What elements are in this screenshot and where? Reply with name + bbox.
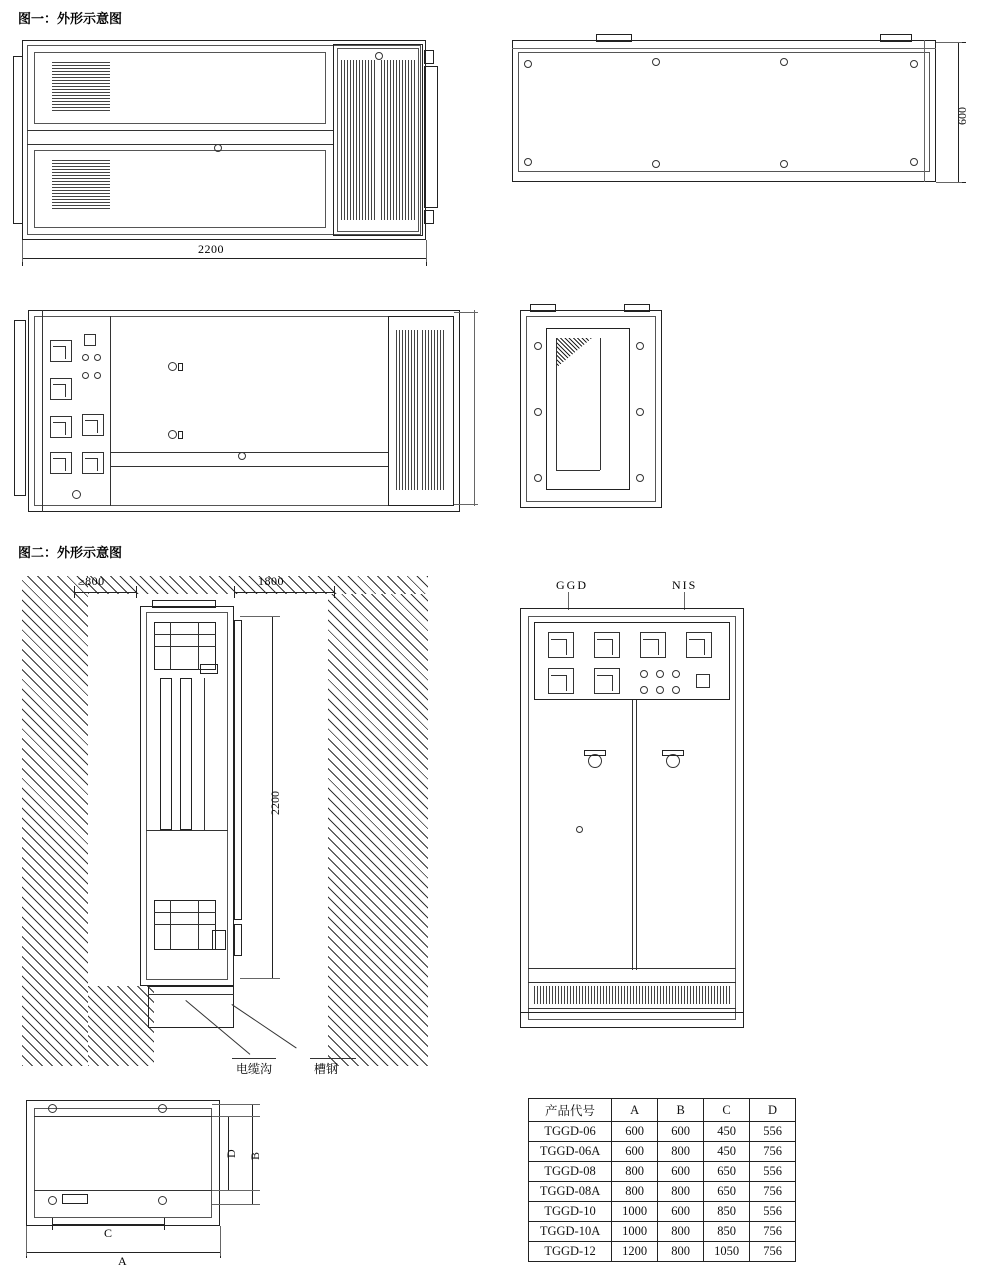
right-vent-a (396, 330, 418, 490)
elev-handle-right (666, 754, 680, 768)
cell-d: 756 (750, 1242, 796, 1262)
label-channel-steel: 槽钢 (314, 1062, 339, 1076)
dim-label-C: C (104, 1226, 113, 1240)
side-bolt-mr (636, 408, 644, 416)
cell-d: 756 (750, 1142, 796, 1162)
plan-bolt-bl (524, 158, 532, 166)
cell-code: TGGD-06A (529, 1142, 612, 1162)
top-equipment-tab (200, 664, 218, 674)
right-louver-vent-a (341, 60, 377, 220)
plan-bolt-tr (910, 60, 918, 68)
cell-code: TGGD-12 (529, 1242, 612, 1262)
dim-label-height-2200: 2200 (268, 791, 282, 815)
meter-1 (50, 340, 72, 362)
cell-d: 756 (750, 1222, 796, 1242)
dim-label-600-depth: 600 (955, 107, 969, 125)
cell-b: 800 (658, 1142, 704, 1162)
elev-handle-right-plate (662, 750, 684, 756)
elev-meter-4 (686, 632, 712, 658)
front-fastener (72, 490, 81, 499)
base-slot (62, 1194, 88, 1204)
cell-a: 1200 (612, 1242, 658, 1262)
base-channel-steel (148, 986, 234, 1028)
dim-label-B: B (248, 1151, 262, 1160)
plan-bolt-br (910, 158, 918, 166)
door-edge-strip (234, 620, 242, 920)
pilot-lamp-1 (82, 354, 89, 361)
door-edge-strip-lower (234, 924, 242, 956)
handle-1 (168, 362, 177, 371)
bottom-equipment-block (154, 900, 216, 950)
cell-code: TGGD-08A (529, 1182, 612, 1202)
cell-d: 556 (750, 1162, 796, 1182)
cell-a: 800 (612, 1162, 658, 1182)
wall-hatch-bottom-left (88, 986, 154, 1066)
spec-header-c: C (704, 1099, 750, 1122)
meter-6 (82, 452, 104, 474)
base-hole-bl (48, 1196, 57, 1205)
elev-lock (576, 826, 583, 833)
dim-label-aisle-1800: 1800 (258, 574, 284, 588)
meter-4 (50, 452, 72, 474)
cabinet-plan-top-cap (152, 600, 216, 608)
bottom-louver (534, 986, 730, 1004)
table-row (529, 1202, 796, 1222)
figure-2-caption: 图二：外形示意图 (18, 546, 123, 561)
cell-c: 450 (704, 1122, 750, 1142)
table-row (529, 1242, 796, 1262)
table-row (529, 1222, 796, 1242)
plan-top-notch-a (596, 34, 632, 42)
cell-a: 1000 (612, 1222, 658, 1242)
elev-selector-switch (696, 674, 710, 688)
wall-hatch-right (328, 594, 428, 1066)
indicator-square (84, 334, 96, 346)
dim-label-A: A (118, 1254, 128, 1268)
elev-meter-1 (548, 632, 574, 658)
upper-door-vent (52, 62, 110, 112)
cell-b: 600 (658, 1122, 704, 1142)
elev-lamp-4 (640, 686, 648, 694)
handle-1-latch (178, 363, 183, 371)
plan-top-notch-b (880, 34, 912, 42)
cell-c: 650 (704, 1182, 750, 1202)
spec-header-code: 产品代号 (529, 1099, 612, 1122)
dim-label-D: D (224, 1149, 238, 1158)
label-cable-trench: 电缆沟 (236, 1062, 273, 1076)
plan-bolt-bm1 (652, 160, 660, 168)
label-panel-left-mark: GGD (556, 578, 588, 592)
elev-meter-5 (548, 668, 574, 694)
side-bolt-tl (534, 342, 542, 350)
wall-hatch-left (22, 576, 88, 1066)
cell-d: 756 (750, 1182, 796, 1202)
handle-2-latch (178, 431, 183, 439)
plan-inner-frame (518, 52, 930, 172)
busbar-left (160, 678, 172, 830)
front-left-bracket (14, 320, 26, 496)
dim-label-clearance-800: ≥800 (78, 574, 105, 588)
right-louver-vent-b (381, 60, 415, 220)
base-hole-tr (158, 1104, 167, 1113)
elev-handle-left (588, 754, 602, 768)
spec-table (528, 1098, 796, 1262)
cell-b: 800 (658, 1222, 704, 1242)
pilot-lamp-4 (94, 372, 101, 379)
cell-c: 850 (704, 1222, 750, 1242)
plan-bolt-tm2 (780, 58, 788, 66)
plan-bolt-bm2 (780, 160, 788, 168)
pilot-lamp-2 (94, 354, 101, 361)
handle-2 (168, 430, 177, 439)
cell-a: 800 (612, 1182, 658, 1202)
cell-c: 1050 (704, 1242, 750, 1262)
elev-lamp-3 (672, 670, 680, 678)
busbar-mid (180, 678, 192, 830)
side-bolt-ml (534, 408, 542, 416)
cell-d: 556 (750, 1202, 796, 1222)
dim-label-2200-width: 2200 (198, 242, 224, 256)
cell-c: 850 (704, 1202, 750, 1222)
label-panel-right-mark: NIS (672, 578, 698, 592)
cell-code: TGGD-10 (529, 1202, 612, 1222)
cell-b: 800 (658, 1242, 704, 1262)
table-row (529, 1162, 796, 1182)
elev-handle-left-plate (584, 750, 606, 756)
elev-meter-2 (594, 632, 620, 658)
right-vent-b (422, 330, 446, 490)
base-plan-inner (34, 1108, 212, 1218)
cell-b: 800 (658, 1182, 704, 1202)
cell-c: 450 (704, 1142, 750, 1162)
table-row (529, 1142, 796, 1162)
meter-5 (82, 414, 104, 436)
cell-b: 600 (658, 1202, 704, 1222)
cell-code: TGGD-06 (529, 1122, 612, 1142)
elev-lamp-6 (672, 686, 680, 694)
side-bolt-tr (636, 342, 644, 350)
elev-meter-3 (640, 632, 666, 658)
top-fastener (375, 52, 383, 60)
base-hole-br (158, 1196, 167, 1205)
elevation-base (520, 1012, 744, 1028)
elev-lamp-1 (640, 670, 648, 678)
side-bolt-bl (534, 474, 542, 482)
pilot-lamp-3 (82, 372, 89, 379)
elev-meter-6 (594, 668, 620, 694)
cell-a: 600 (612, 1122, 658, 1142)
meter-3 (50, 416, 72, 438)
cell-b: 600 (658, 1162, 704, 1182)
side-bolt-br (636, 474, 644, 482)
spec-header-b: B (658, 1099, 704, 1122)
table-row (529, 1182, 796, 1202)
base-hole-tl (48, 1104, 57, 1113)
bracket-bottom-right (424, 210, 434, 224)
side-top-lug-left (530, 304, 556, 312)
cell-code: TGGD-10A (529, 1222, 612, 1242)
plan-bolt-tm1 (652, 58, 660, 66)
cell-code: TGGD-08 (529, 1162, 612, 1182)
cell-c: 650 (704, 1162, 750, 1182)
side-rail-right (424, 66, 438, 208)
meter-2 (50, 378, 72, 400)
spec-header-a: A (612, 1099, 658, 1122)
elev-lamp-2 (656, 670, 664, 678)
cell-a: 600 (612, 1142, 658, 1162)
table-row (529, 1122, 796, 1142)
spec-header-d: D (750, 1099, 796, 1122)
plan-bolt-tl (524, 60, 532, 68)
bottom-equipment-tab (212, 930, 226, 950)
bracket-top-right (424, 50, 434, 64)
mid-fastener (238, 452, 246, 460)
lower-door-vent (52, 160, 110, 210)
elev-lamp-5 (656, 686, 664, 694)
spec-table-header-row (529, 1099, 796, 1122)
side-top-lug-right (624, 304, 650, 312)
figure-1-caption: 图一：外形示意图 (18, 12, 123, 27)
cell-d: 556 (750, 1122, 796, 1142)
center-fastener (214, 144, 222, 152)
left-mounting-bracket (13, 56, 23, 224)
cell-a: 1000 (612, 1202, 658, 1222)
